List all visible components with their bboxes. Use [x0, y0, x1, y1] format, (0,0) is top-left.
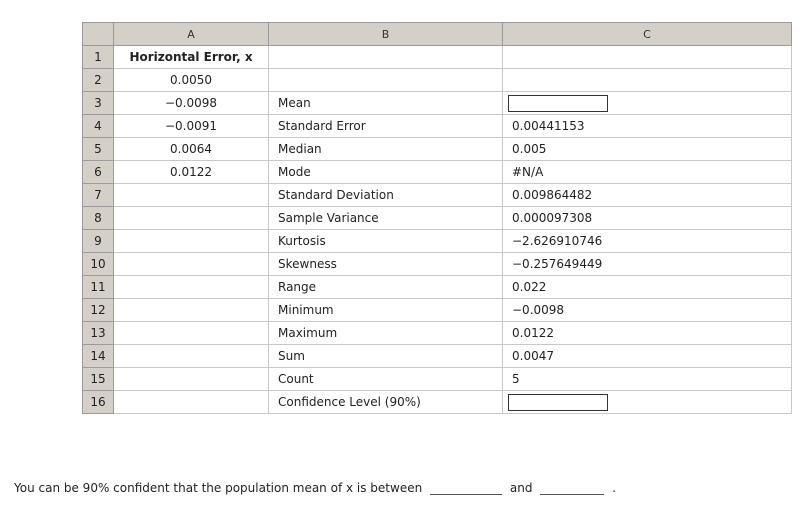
- confidence-level-answer-input[interactable]: [508, 394, 608, 411]
- statistic-value-cell: 0.0122: [503, 322, 792, 345]
- table-row: [83, 184, 800, 207]
- upper-bound-blank[interactable]: [540, 480, 604, 495]
- table-row: [83, 46, 800, 69]
- sheet-edge: [792, 23, 800, 46]
- sheet-edge: [792, 69, 800, 92]
- answer-cell: [503, 92, 792, 115]
- statistic-label-cell: Sample Variance: [269, 207, 503, 230]
- statistic-value-cell: 0.005: [503, 138, 792, 161]
- sheet-edge: [792, 92, 800, 115]
- statistic-label-cell: Median: [269, 138, 503, 161]
- sheet-edge: [792, 184, 800, 207]
- table-row: [83, 391, 800, 414]
- table-row: [83, 138, 800, 161]
- statistic-value-cell: [503, 69, 792, 92]
- sheet-edge: [792, 115, 800, 138]
- corner-cell: [83, 23, 114, 46]
- answer-cell: [503, 391, 792, 414]
- confidence-interval-question: [14, 480, 616, 495]
- cell-a: −0.0098: [114, 92, 269, 115]
- question-prefix: You can be 90% confident that the population mean of x is between: [14, 481, 423, 495]
- table-row: [83, 276, 800, 299]
- table-row: [83, 368, 800, 391]
- cell-a: [114, 207, 269, 230]
- cell-a: [114, 230, 269, 253]
- cell-a: [114, 276, 269, 299]
- sheet-edge: [792, 345, 800, 368]
- column-header-c: C: [503, 23, 792, 46]
- sheet-edge: [792, 391, 800, 414]
- cell-a: 0.0050: [114, 69, 269, 92]
- statistic-label-cell: Mode: [269, 161, 503, 184]
- statistic-label-cell: Sum: [269, 345, 503, 368]
- row-number: 15: [83, 368, 114, 391]
- column-header-b: B: [269, 23, 503, 46]
- row-number: 5: [83, 138, 114, 161]
- sheet-edge: [792, 161, 800, 184]
- statistic-value-cell: −2.626910746: [503, 230, 792, 253]
- statistic-label-cell: Standard Deviation: [269, 184, 503, 207]
- row-number: 9: [83, 230, 114, 253]
- cell-a: [114, 184, 269, 207]
- sheet-edge: [792, 138, 800, 161]
- statistic-value-cell: 0.0047: [503, 345, 792, 368]
- statistic-label-cell: Minimum: [269, 299, 503, 322]
- statistic-value-cell: 0.022: [503, 276, 792, 299]
- statistic-value-cell: 0.00441153: [503, 115, 792, 138]
- cell-a: [114, 368, 269, 391]
- row-number: 14: [83, 345, 114, 368]
- lower-bound-blank[interactable]: [430, 480, 502, 495]
- statistic-label-cell: [269, 69, 503, 92]
- table-row: [83, 230, 800, 253]
- cell-a: [114, 299, 269, 322]
- sheet-edge: [792, 276, 800, 299]
- cell-a: [114, 391, 269, 414]
- statistic-label-cell: Standard Error: [269, 115, 503, 138]
- statistic-value-cell: −0.257649449: [503, 253, 792, 276]
- statistic-value-cell: 0.000097308: [503, 207, 792, 230]
- table-row: [83, 322, 800, 345]
- statistic-value-cell: 5: [503, 368, 792, 391]
- statistic-label-cell: Maximum: [269, 322, 503, 345]
- mean-answer-input[interactable]: [508, 95, 608, 112]
- row-number: 16: [83, 391, 114, 414]
- column-a-title-cell: Horizontal Error, x: [114, 46, 269, 69]
- statistic-value-cell: −0.0098: [503, 299, 792, 322]
- row-number: 12: [83, 299, 114, 322]
- table-row: [83, 345, 800, 368]
- sheet-edge: [792, 253, 800, 276]
- table-row: [83, 299, 800, 322]
- sheet-edge: [792, 230, 800, 253]
- table-row: [83, 253, 800, 276]
- statistic-label-cell: Kurtosis: [269, 230, 503, 253]
- statistic-label-cell: Range: [269, 276, 503, 299]
- statistic-value-cell: 0.009864482: [503, 184, 792, 207]
- question-connector: and: [509, 481, 533, 495]
- table-row: [83, 161, 800, 184]
- row-number: 11: [83, 276, 114, 299]
- row-number: 2: [83, 69, 114, 92]
- cell-a: [114, 322, 269, 345]
- table-row: [83, 207, 800, 230]
- spreadsheet: [82, 22, 800, 414]
- column-header-row: [83, 23, 800, 46]
- statistic-label-cell: [269, 46, 503, 69]
- cell-a: [114, 253, 269, 276]
- statistic-value-cell: #N/A: [503, 161, 792, 184]
- sheet-edge: [792, 46, 800, 69]
- sheet-edge: [792, 299, 800, 322]
- question-suffix: .: [612, 481, 616, 495]
- row-number: 7: [83, 184, 114, 207]
- row-number: 8: [83, 207, 114, 230]
- cell-a: [114, 345, 269, 368]
- table-row: [83, 115, 800, 138]
- statistic-label-cell: Mean: [269, 92, 503, 115]
- cell-a: 0.0064: [114, 138, 269, 161]
- statistic-label-cell: Confidence Level (90%): [269, 391, 503, 414]
- row-number: 3: [83, 92, 114, 115]
- statistic-label-cell: Count: [269, 368, 503, 391]
- cell-a: 0.0122: [114, 161, 269, 184]
- sheet-edge: [792, 322, 800, 345]
- sheet-edge: [792, 368, 800, 391]
- row-number: 10: [83, 253, 114, 276]
- table-row: [83, 69, 800, 92]
- row-number: 13: [83, 322, 114, 345]
- table-row: [83, 92, 800, 115]
- statistic-value-cell: [503, 46, 792, 69]
- sheet-edge: [792, 207, 800, 230]
- row-number: 4: [83, 115, 114, 138]
- statistic-label-cell: Skewness: [269, 253, 503, 276]
- row-number: 1: [83, 46, 114, 69]
- column-header-a: A: [114, 23, 269, 46]
- cell-a: −0.0091: [114, 115, 269, 138]
- row-number: 6: [83, 161, 114, 184]
